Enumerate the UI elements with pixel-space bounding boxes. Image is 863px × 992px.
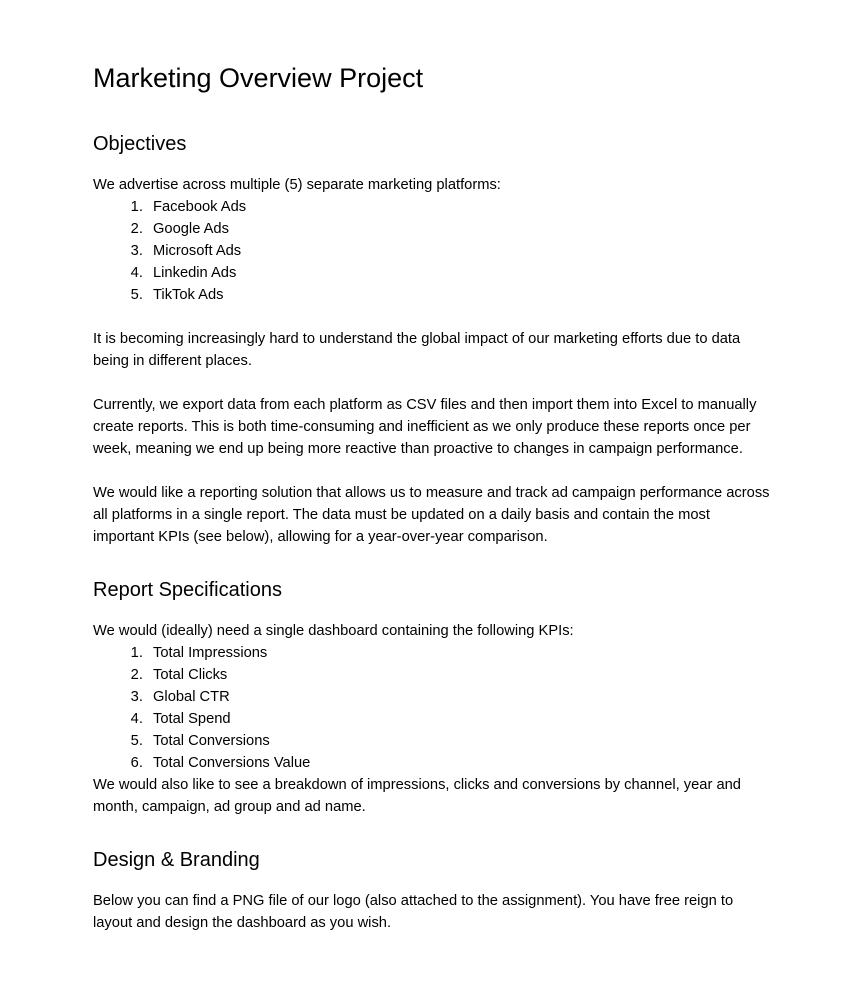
section-report-specifications <box>93 578 775 818</box>
kpi-list-item: 4. Total Spend <box>147 708 775 730</box>
document-title: Marketing Overview Project <box>93 63 424 93</box>
kpi-list <box>93 642 775 774</box>
kpi-list-item: 5. Total Conversions <box>147 730 775 752</box>
objectives-paragraph: We would like a reporting solution that allows us to measure and track ad campaign performance across all platforms in a single report. The data must be updated on a daily basis and contain the most important KPIs (see below), allowing for a year-over-year comparison. <box>93 485 770 545</box>
platform-list-item: 2. Google Ads <box>147 218 775 240</box>
report-specifications-intro-paragraph: We would (ideally) need a single dashboard containing the following KPIs: <box>93 623 574 639</box>
objectives-intro-paragraph: We advertise across multiple (5) separate marketing platforms: <box>93 177 501 193</box>
platform-list-item: 1. Facebook Ads <box>147 196 775 218</box>
report-specifications-heading: Report Specifications <box>93 579 282 601</box>
platform-list-item: 5. TikTok Ads <box>147 284 775 306</box>
platform-list-item: 4. Linkedin Ads <box>147 262 775 284</box>
kpi-list-item: 2. Total Clicks <box>147 664 775 686</box>
objectives-paragraph: Currently, we export data from each platform as CSV files and then import them into Excel to manually create reports. This is both time-consuming and inefficient as we only produce these reports once per week, meaning we end up being more reactive than proactive to changes in campaign performance. <box>93 397 757 457</box>
kpi-list-item: 1. Total Impressions <box>147 642 775 664</box>
objectives-paragraph: It is becoming increasingly hard to understand the global impact of our marketing efforts due to data being in different places. <box>93 331 741 369</box>
report-specifications-outro-paragraph: We would also like to see a breakdown of impressions, clicks and conversions by channel, year and month, campaign, ad group and ad name. <box>93 777 741 815</box>
kpi-list-item: 6. Total Conversions Value <box>147 752 775 774</box>
design-branding-heading: Design & Branding <box>93 849 260 871</box>
section-objectives <box>93 132 775 548</box>
kpi-list-item: 3. Global CTR <box>147 686 775 708</box>
section-design-branding <box>93 848 775 934</box>
platform-list-item: 3. Microsoft Ads <box>147 240 775 262</box>
platforms-list <box>93 196 775 306</box>
objectives-heading: Objectives <box>93 133 187 155</box>
design-branding-paragraph: Below you can find a PNG file of our logo (also attached to the assignment). You have free reign to layout and design the dashboard as you wish. <box>93 893 734 931</box>
